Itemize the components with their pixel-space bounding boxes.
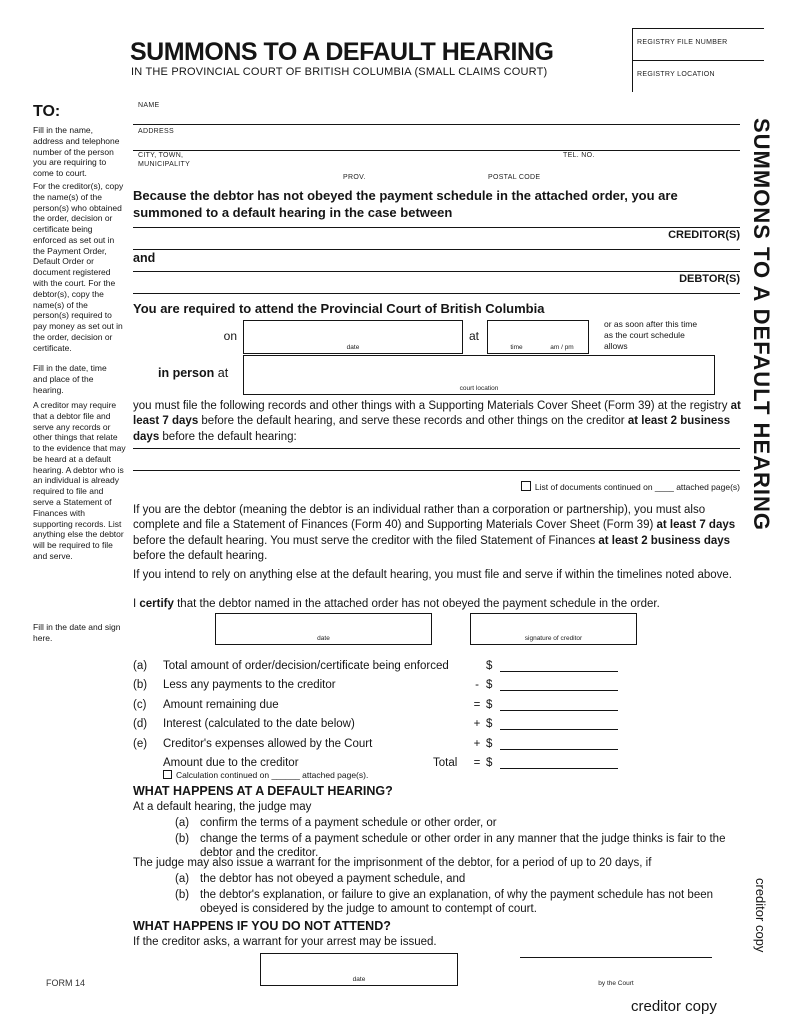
registry-location-label: REGISTRY LOCATION: [637, 71, 715, 78]
in-person-label: in person at: [158, 366, 229, 380]
footer-date-caption: date: [352, 976, 366, 983]
vertical-copy-label: creditor copy: [753, 878, 768, 953]
address-label: ADDRESS: [138, 128, 174, 135]
creditor-label: CREDITOR(S): [668, 229, 740, 241]
and-label: and: [133, 251, 156, 265]
records-blank-line-1[interactable]: [133, 448, 740, 449]
hearing-date-box[interactable]: [243, 320, 463, 354]
city-label: CITY, TOWN,: [138, 152, 184, 159]
note-sign: Fill in the date and sign here.: [33, 622, 121, 643]
amount-line[interactable]: [500, 714, 618, 730]
calc-text: Amount remaining due: [163, 698, 279, 711]
amount-line[interactable]: [500, 695, 618, 711]
calc-op: =: [473, 757, 481, 769]
case-intro: Because the debtor has not obeyed the payment schedule in the attached order, you are summoned to a default hearing in the case between: [133, 188, 678, 220]
warrant-intro: The judge may also issue a warrant for the imprisonment of the debtor, for a period of up to 20 days, if: [133, 857, 652, 869]
total-text: Amount due to the creditor: [163, 757, 299, 769]
default-hearing-intro: At a default hearing, the judge may: [133, 801, 312, 813]
calc-continued-label: Calculation continued on ______ attached page(s).: [176, 770, 369, 780]
court-location-caption: court location: [459, 385, 499, 392]
note-records: A creditor may require that a debtor file and serve any records or other things that relate to the evidence that may be heard at a default hearing. A debtor who is an individual is already required to file and serve a Statement of Finances with supporting records. List anything else the debtor will be required to file and serve.: [33, 400, 126, 561]
list-item: (a) confirm the terms of a payment schedule or other order, or: [175, 817, 497, 829]
page-title: SUMMONS TO A DEFAULT HEARING: [130, 38, 554, 66]
total-label: Total: [433, 757, 458, 769]
certify-date-caption: date: [317, 635, 330, 642]
calc-row: [133, 691, 633, 711]
documents-continued-row: [133, 481, 740, 492]
on-label: on: [223, 329, 237, 343]
not-attend-body: If the creditor asks, a warrant for your arrest may be issued.: [133, 936, 437, 948]
calc-letter: (e): [133, 737, 148, 750]
dollar-sign: $: [486, 679, 493, 691]
creditor-name-line[interactable]: [133, 227, 740, 228]
calc-row: [133, 672, 633, 692]
municipality-label: MUNICIPALITY: [138, 161, 191, 168]
certify-date-box[interactable]: [215, 613, 432, 645]
default-hearing-heading: WHAT HAPPENS AT A DEFAULT HEARING?: [133, 784, 393, 798]
dollar-sign: $: [486, 718, 493, 730]
list-item: (b) the debtor's explanation, or failure to give an explanation, of why the payment schedule has not been obeyed is considered by the judge to amount to contempt of court.: [175, 889, 714, 916]
at-label: at: [469, 329, 480, 343]
calc-text: Total amount of order/decision/certificate being enforced: [163, 659, 449, 672]
footer-date-box[interactable]: [260, 953, 458, 986]
warrant-items: [175, 870, 741, 916]
calc-op: =: [473, 698, 481, 711]
judge-items: [175, 814, 741, 860]
rely-para: If you intend to rely on anything else at the default hearing, you must file and serve if within the timelines noted above.: [133, 569, 732, 581]
registry-file-number-field[interactable]: [633, 28, 764, 60]
time-caption: time: [510, 344, 523, 351]
prov-label: PROV.: [343, 174, 366, 181]
calc-row: [133, 652, 633, 672]
dollar-sign: $: [486, 698, 493, 711]
calculation-table: [133, 652, 633, 780]
calc-op: +: [473, 737, 481, 750]
court-location-box[interactable]: [243, 355, 715, 395]
calc-text: Interest (calculated to the date below): [163, 718, 355, 730]
page-subtitle: IN THE PROVINCIAL COURT OF BRITISH COLUMBIA (SMALL CLAIMS COURT): [131, 66, 548, 78]
calc-continued-row: [163, 770, 633, 780]
debtor-name-line[interactable]: [133, 271, 740, 272]
debtor-label: DEBTOR(S): [679, 273, 740, 285]
hearing-time-box[interactable]: [487, 320, 589, 354]
amount-line[interactable]: [500, 734, 618, 750]
by-court-line[interactable]: [520, 957, 712, 958]
note-fill-name: Fill in the name, address and telephone number of the person you are requiring to come to court.: [33, 125, 120, 179]
calc-letter: (a): [133, 659, 148, 672]
to-label: TO:: [33, 103, 61, 120]
vertical-title: SUMMONS TO A DEFAULT HEARING: [749, 118, 774, 531]
note-hearing: Fill in the date, time and place of the hearing.: [33, 363, 107, 395]
calc-op: -: [475, 679, 479, 691]
creditor-name-line-2[interactable]: [133, 249, 740, 250]
address-field[interactable]: [133, 124, 740, 151]
city-prov-row[interactable]: [133, 150, 740, 188]
must-file-para: you must file the following records and other things with a Supporting Materials Cover Sheet (Form 39) at the registry at least 7 days before the default hearing, and serve these records and other things on the creditor at least 2 business days before the default hearing:: [133, 400, 741, 443]
calc-op: +: [473, 718, 481, 730]
calc-total-row: [133, 750, 633, 770]
ampm-caption: am / pm: [550, 344, 574, 351]
date-caption: date: [346, 344, 360, 351]
name-label: NAME: [138, 102, 160, 109]
records-blank-line-2[interactable]: [133, 470, 740, 471]
list-item: (a) the debtor has not obeyed a payment schedule, and: [175, 873, 466, 885]
dollar-sign: $: [486, 757, 493, 769]
calc-continued-checkbox[interactable]: [163, 770, 172, 779]
calc-text: Less any payments to the creditor: [163, 679, 336, 691]
signature-caption: signature of creditor: [524, 635, 583, 642]
signature-box[interactable]: [470, 613, 637, 645]
creditor-copy-label: creditor copy: [631, 998, 717, 1015]
amount-line[interactable]: [500, 753, 618, 769]
attend-heading: You are required to attend the Provincial Court of British Columbia: [133, 301, 545, 316]
dollar-sign: $: [486, 737, 493, 750]
registry-file-number-label: REGISTRY FILE NUMBER: [637, 39, 728, 46]
registry-location-field[interactable]: [633, 60, 764, 92]
dollar-sign: $: [486, 659, 493, 672]
documents-continued-label: List of documents continued on ____ attached page(s): [534, 482, 740, 492]
postal-code-label: POSTAL CODE: [488, 174, 541, 181]
by-court-caption: by the Court: [598, 980, 634, 987]
amount-line[interactable]: [500, 675, 618, 691]
registry-block: [632, 28, 764, 92]
calc-letter: (d): [133, 718, 148, 730]
certify-line: I certify that the debtor named in the attached order has not obeyed the payment schedule in the order.: [133, 598, 660, 610]
name-field[interactable]: [133, 100, 740, 125]
calc-letter: (c): [133, 698, 147, 711]
debtor-para: If you are the debtor (meaning the debtor is an individual rather than a corporation or partnership), you must also complete and file a Statement of Finances (Form 40) and Supporting Materials Cover Sheet (Form 39) at least 7 days before the default hearing. You must serve the creditor with the filed Statement of Finances at least 2 business days before the default hearing.: [133, 504, 736, 563]
calc-text: Creditor's expenses allowed by the Court: [163, 737, 373, 750]
not-attend-heading: WHAT HAPPENS IF YOU DO NOT ATTEND?: [133, 919, 391, 933]
list-item: (b) change the terms of a payment schedule or other order in any manner that the judge thinks is fair to the debtor and the creditor.: [175, 833, 726, 860]
amount-line[interactable]: [500, 656, 618, 672]
form-number-label: FORM 14: [46, 978, 86, 988]
tel-label: TEL. NO.: [563, 152, 595, 159]
calc-row: [133, 711, 633, 731]
note-creditor: For the creditor(s), copy the name(s) of the person(s) who obtained the order, decision or certificate being enforced as set out in the Payment Order, Default Order or document registered with the court. For the debtor(s), copy the name(s) of the person(s) required to pay money as set out in the order, decision or certificate.: [33, 181, 124, 353]
documents-continued-checkbox[interactable]: [521, 481, 531, 491]
calc-row: [133, 730, 633, 750]
schedule-note: or as soon after this time as the court schedule allows: [604, 319, 698, 351]
debtor-name-line-2[interactable]: [133, 293, 740, 294]
calc-letter: (b): [133, 679, 148, 691]
